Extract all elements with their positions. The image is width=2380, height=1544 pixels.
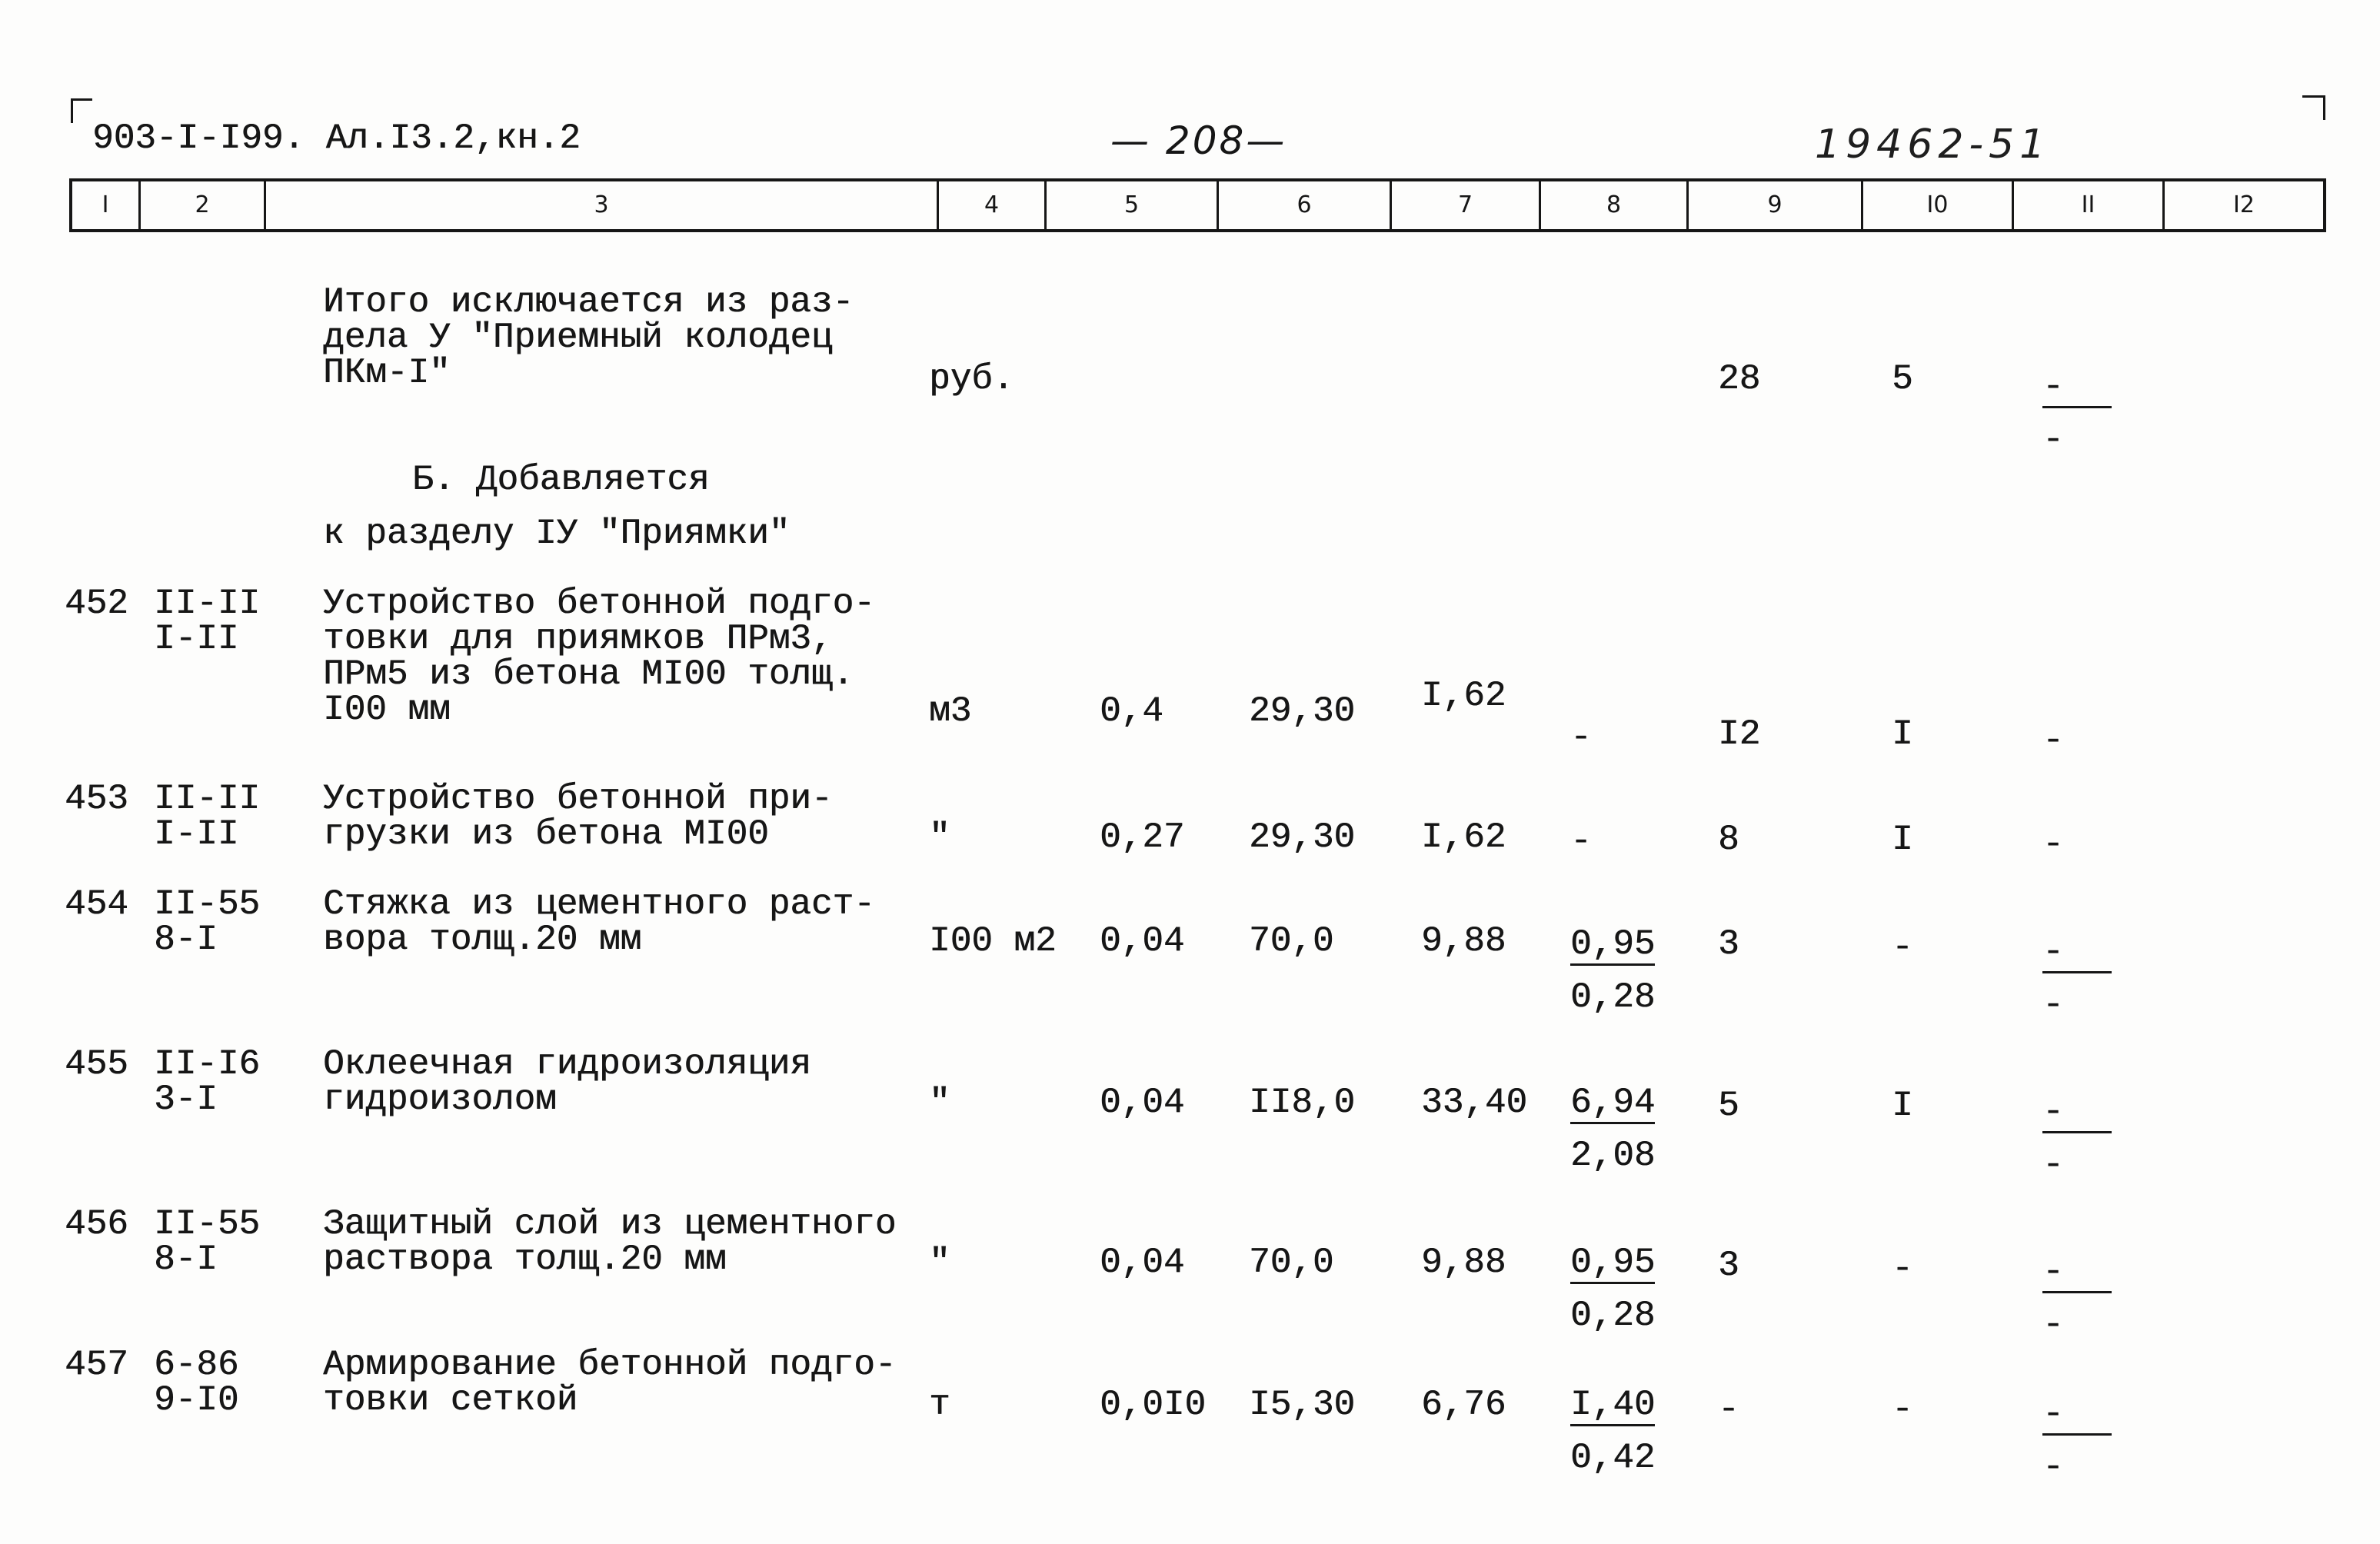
col9-cell: 3 bbox=[1718, 1246, 1739, 1286]
col11-fraction bbox=[2042, 934, 2112, 1023]
col7-cell: I,62 bbox=[1421, 676, 1506, 716]
column-header-7: 7 bbox=[1390, 181, 1539, 229]
column-header-9: 9 bbox=[1686, 181, 1861, 229]
description-line: Армирование бетонной подго- bbox=[323, 1345, 897, 1385]
column-header-2: 2 bbox=[138, 181, 264, 229]
col9-cell: 28 bbox=[1718, 359, 1761, 399]
unit-cell: м3 bbox=[929, 691, 972, 731]
fraction-numerator: - bbox=[2042, 1094, 2112, 1133]
fraction-numerator: 6,94 bbox=[1570, 1083, 1656, 1123]
col11-fraction bbox=[2042, 1396, 2112, 1485]
rate-code-line: II-II bbox=[154, 779, 261, 819]
unit-cell: " bbox=[929, 1243, 950, 1283]
column-header-11: II bbox=[2012, 181, 2162, 229]
description-line: товки сеткой bbox=[323, 1380, 578, 1420]
rate-code-line: 8-I bbox=[154, 920, 218, 960]
work-description bbox=[323, 1206, 896, 1277]
work-description bbox=[323, 584, 875, 730]
column-number-header bbox=[69, 178, 2326, 232]
description-line: Оклеечная гидроизоляция bbox=[323, 1044, 811, 1084]
col10-cell: - bbox=[1892, 1249, 1913, 1289]
work-description bbox=[323, 781, 833, 852]
fraction-numerator: - bbox=[2042, 1254, 2112, 1293]
unit-cell: I00 м2 bbox=[929, 921, 1057, 961]
col11-fraction bbox=[2042, 1094, 2112, 1183]
col5-cell: 0,04 bbox=[1100, 921, 1185, 961]
unit-cell: " bbox=[929, 1083, 950, 1123]
col8-fraction bbox=[1570, 924, 1656, 1017]
description-line: товки для приямков ПРм3, bbox=[323, 619, 833, 659]
col6-cell: 29,30 bbox=[1249, 817, 1356, 857]
rate-code-line: II-I6 bbox=[154, 1044, 261, 1084]
rate-code-line: II-55 bbox=[154, 1204, 261, 1244]
col6-cell: II8,0 bbox=[1249, 1083, 1356, 1123]
col7-cell: 33,40 bbox=[1421, 1083, 1528, 1123]
description-line: гидроизолом bbox=[323, 1080, 557, 1120]
col5-cell: 0,4 bbox=[1100, 691, 1163, 731]
col5-cell: 0,04 bbox=[1100, 1083, 1185, 1123]
rate-code-line: I-II bbox=[154, 619, 239, 659]
work-description bbox=[323, 1347, 896, 1418]
column-header-12: I2 bbox=[2162, 181, 2323, 229]
fraction-numerator: - bbox=[2042, 934, 2112, 973]
col7-cell: 9,88 bbox=[1421, 921, 1506, 961]
description-line: Итого исключается из раз- bbox=[323, 282, 854, 322]
work-description bbox=[323, 282, 854, 393]
rate-code-line: I-II bbox=[154, 814, 239, 854]
rate-code-line: 8-I bbox=[154, 1240, 218, 1279]
col7-cell: 6,76 bbox=[1421, 1385, 1506, 1425]
row-number: 454 bbox=[65, 884, 128, 924]
fraction-denominator: - bbox=[2042, 1447, 2064, 1487]
description-line: I00 мм bbox=[323, 690, 451, 730]
col11-fraction bbox=[2042, 369, 2112, 458]
row-number: 457 bbox=[65, 1345, 128, 1385]
fraction-denominator: - bbox=[2042, 985, 2064, 1025]
col10-cell: I bbox=[1892, 820, 1913, 860]
corner-mark-top-right bbox=[2302, 95, 2325, 120]
rate-code-line: 3-I bbox=[154, 1080, 218, 1120]
fraction-numerator: 0,95 bbox=[1570, 924, 1656, 964]
col8-fraction bbox=[1570, 1083, 1656, 1176]
fraction-denominator: - bbox=[2042, 1145, 2064, 1185]
row-number: 453 bbox=[65, 779, 128, 819]
col8-cell: - bbox=[1570, 821, 1592, 861]
description-line: Устройство бетонной подго- bbox=[323, 584, 875, 624]
column-header-4: 4 bbox=[937, 181, 1044, 229]
description-line: ПКм-I" bbox=[323, 353, 451, 393]
col8-fraction bbox=[1570, 1243, 1656, 1336]
rate-code-line: II-55 bbox=[154, 884, 261, 924]
col10-cell: I bbox=[1892, 714, 1913, 754]
col5-cell: 0,04 bbox=[1100, 1243, 1185, 1283]
rate-code-line: II-II bbox=[154, 584, 261, 624]
work-description bbox=[323, 1044, 811, 1120]
rate-code bbox=[154, 1206, 260, 1277]
col10-cell: - bbox=[1892, 927, 1913, 967]
col6-cell: 70,0 bbox=[1249, 1243, 1334, 1283]
rate-code bbox=[154, 884, 261, 960]
col11-cell: - bbox=[2042, 824, 2064, 864]
section-subtitle: к разделу IУ "Приямки" bbox=[323, 514, 791, 554]
column-header-3: 3 bbox=[264, 181, 937, 229]
fraction-denominator: 0,42 bbox=[1570, 1438, 1656, 1478]
fraction-numerator: I,40 bbox=[1570, 1385, 1656, 1425]
row-number: 452 bbox=[65, 584, 128, 624]
fraction-denominator: 2,08 bbox=[1570, 1136, 1656, 1176]
col7-cell: I,62 bbox=[1421, 817, 1506, 857]
corner-mark-top-left bbox=[71, 98, 92, 123]
col8-cell: - bbox=[1570, 717, 1592, 757]
rate-code-line: 9-I0 bbox=[154, 1380, 239, 1420]
fraction-denominator: - bbox=[2042, 420, 2064, 460]
description-line: Устройство бетонной при- bbox=[323, 779, 833, 819]
col5-cell: 0,0I0 bbox=[1100, 1385, 1207, 1425]
column-header-10: I0 bbox=[1861, 181, 2012, 229]
section-title: Б. Добавляется bbox=[412, 460, 710, 500]
rate-code-line: 6-86 bbox=[154, 1345, 239, 1385]
work-description bbox=[323, 884, 875, 960]
col6-cell: 29,30 bbox=[1249, 691, 1356, 731]
page-number: — 208— bbox=[1110, 118, 1287, 163]
column-header-8: 8 bbox=[1539, 181, 1686, 229]
row-number: 455 bbox=[65, 1044, 128, 1084]
unit-cell: т bbox=[929, 1385, 950, 1425]
fraction-numerator: 0,95 bbox=[1570, 1243, 1656, 1283]
description-line: грузки из бетона МI00 bbox=[323, 814, 769, 854]
col6-cell: 70,0 bbox=[1249, 921, 1334, 961]
unit-cell: " bbox=[929, 817, 950, 857]
description-line: ПРм5 из бетона МI00 толщ. bbox=[323, 654, 854, 694]
col6-cell: I5,30 bbox=[1249, 1385, 1356, 1425]
col10-cell: I bbox=[1892, 1086, 1913, 1126]
fraction-denominator: - bbox=[2042, 1305, 2064, 1345]
unit-cell: руб. bbox=[929, 359, 1014, 399]
rate-code bbox=[154, 586, 260, 657]
rate-code bbox=[154, 1044, 261, 1120]
rate-code bbox=[154, 781, 260, 852]
rate-code bbox=[154, 1347, 238, 1418]
description-line: вора толщ.20 мм bbox=[323, 920, 642, 960]
col7-cell: 9,88 bbox=[1421, 1243, 1506, 1283]
row-number: 456 bbox=[65, 1204, 128, 1244]
col10-cell: 5 bbox=[1892, 359, 1913, 399]
description-line: Защитный слой из цементного bbox=[323, 1204, 897, 1244]
description-line: Стяжка из цементного раст- bbox=[323, 884, 875, 924]
col11-cell: - bbox=[2042, 720, 2064, 760]
column-header-1: I bbox=[102, 191, 109, 218]
col9-cell: 8 bbox=[1718, 820, 1739, 860]
col8-fraction bbox=[1570, 1387, 1655, 1476]
fraction-denominator: 0,28 bbox=[1570, 977, 1656, 1017]
col5-cell: 0,27 bbox=[1100, 817, 1185, 857]
col10-cell: - bbox=[1892, 1389, 1913, 1429]
handwritten-archive-number: 19462-51 bbox=[1815, 121, 2051, 168]
col9-cell: - bbox=[1718, 1389, 1739, 1429]
col9-cell: I2 bbox=[1718, 714, 1761, 754]
column-header-5: 5 bbox=[1044, 181, 1217, 229]
fraction-numerator: - bbox=[2042, 1396, 2112, 1436]
document-code: 903-I-I99. Ал.I3.2,кн.2 bbox=[92, 118, 581, 158]
column-header-6: 6 bbox=[1217, 181, 1390, 229]
description-line: дела У "Приемный колодец bbox=[323, 318, 833, 358]
col11-fraction bbox=[2042, 1254, 2112, 1343]
description-line: раствора толщ.20 мм bbox=[323, 1240, 727, 1279]
fraction-denominator: 0,28 bbox=[1570, 1296, 1656, 1336]
fraction-numerator: - bbox=[2042, 369, 2112, 408]
col9-cell: 3 bbox=[1718, 924, 1739, 964]
col9-cell: 5 bbox=[1718, 1086, 1739, 1126]
